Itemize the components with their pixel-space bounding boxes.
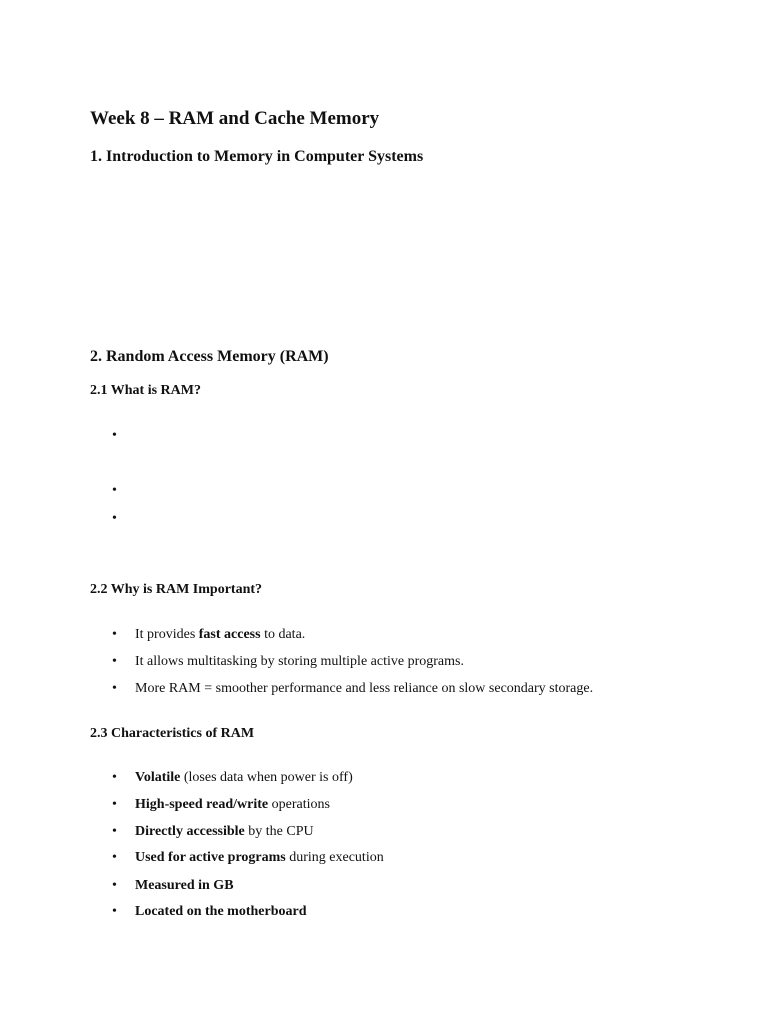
bullet-marker: • [112,824,117,839]
bullet-marker: • [112,878,117,893]
list-item: Measured in GB [135,878,234,893]
list-item: Used for active programs during execution [135,850,384,865]
bullet-marker: • [112,511,117,526]
document-title: Week 8 – RAM and Cache Memory [90,108,380,129]
subsection-2-2-heading: 2.2 Why is RAM Important? [90,582,263,597]
list-item: It provides fast access to data. [135,627,306,642]
bullet-marker: • [112,428,117,443]
list-item: Located on the motherboard [135,904,307,919]
section-2-heading: 2. Random Access Memory (RAM) [90,348,329,365]
list-item: It allows multitasking by storing multiple active programs. [135,654,464,669]
bullet-marker: • [112,850,117,865]
list-item: Volatile (loses data when power is off) [135,770,353,785]
subsection-2-1-heading: 2.1 What is RAM? [90,383,201,398]
section-1-heading: 1. Introduction to Memory in Computer Systems [90,148,424,165]
bullet-marker: • [112,627,117,642]
list-item: Directly accessible by the CPU [135,824,314,839]
bullet-marker: • [112,681,117,696]
bullet-marker: • [112,904,117,919]
bullet-marker: • [112,770,117,785]
bullet-marker: • [112,797,117,812]
list-item: More RAM = smoother performance and less reliance on slow secondary storage. [135,681,594,696]
list-item: High-speed read/write operations [135,797,330,812]
subsection-2-3-heading: 2.3 Characteristics of RAM [90,726,255,741]
bullet-marker: • [112,483,117,498]
bullet-marker: • [112,654,117,669]
